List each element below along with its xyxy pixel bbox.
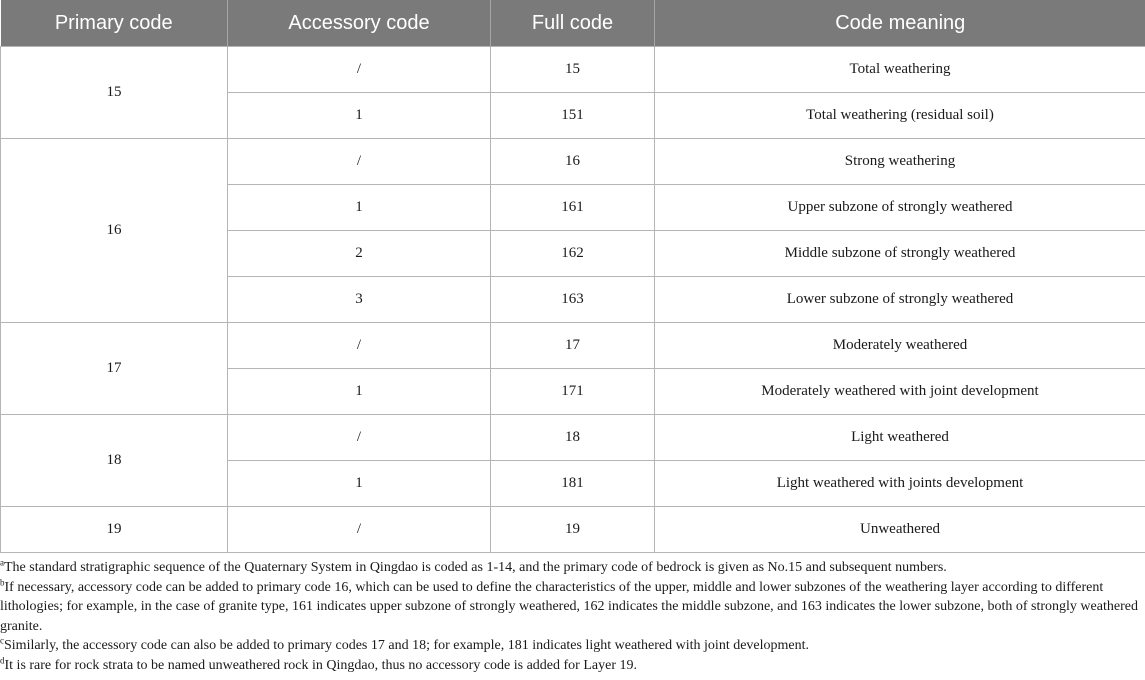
full-code-cell: 16 [491,139,655,185]
footnote-mark: a [0,557,4,568]
full-code-cell: 17 [491,323,655,369]
accessory-code-cell: / [228,507,491,553]
code-meaning-cell: Total weathering (residual soil) [655,93,1145,139]
full-code-cell: 181 [491,461,655,507]
full-code-cell: 161 [491,185,655,231]
table-row [1,323,1145,369]
table-row [1,47,1145,93]
accessory-code-cell: / [228,139,491,185]
code-meaning-cell: Lower subzone of strongly weathered [655,277,1145,323]
code-meaning-cell: Light weathered [655,415,1145,461]
accessory-code-cell: 1 [228,93,491,139]
footnote-text: The standard stratigraphic sequence of the Quaternary System in Qingdao is coded as 1-14, and the primary code of bedrock is given as No.15 and subsequent numbers. [4,560,947,575]
code-meaning-cell: Unweathered [655,507,1145,553]
footnote-mark: b [0,576,5,587]
header-primary-code: Primary code [1,0,228,47]
table-row [1,507,1145,553]
accessory-code-cell: 1 [228,185,491,231]
primary-code-cell: 17 [1,323,228,415]
code-meaning-cell: Upper subzone of strongly weathered [655,185,1145,231]
accessory-code-cell: / [228,323,491,369]
footnote [0,636,1141,656]
header-row [1,0,1145,47]
primary-code-cell: 16 [1,139,228,323]
code-meaning-cell: Middle subzone of strongly weathered [655,231,1145,277]
primary-code-cell: 15 [1,47,228,139]
full-code-cell: 18 [491,415,655,461]
code-meaning-cell: Moderately weathered with joint development [655,369,1145,415]
footnote-mark: d [0,655,5,666]
accessory-code-cell: / [228,47,491,93]
footnote-text: If necessary, accessory code can be added to primary code 16, which can be used to define the characteristics of the upper, middle and lower subzones of the weathering layer according to different lithologies; for example, in the case of granite type, 161 indicates upper subzone of strongly weathered, 162 indicates the middle subzone, and 163 indicates the lower subzone, both of strongly weathered granite. [0,579,1138,634]
footnote [0,656,1141,676]
footnote-text: It is rare for rock strata to be named unweathered rock in Qingdao, thus no accessory code is added for Layer 19. [4,657,637,673]
full-code-cell: 151 [491,93,655,139]
full-code-cell: 163 [491,277,655,323]
primary-code-cell: 18 [1,415,228,507]
primary-code-cell: 19 [1,507,228,553]
table-header [1,0,1145,47]
accessory-code-cell: 2 [228,231,491,277]
full-code-cell: 162 [491,231,655,277]
header-accessory-code: Accessory code [228,0,491,47]
code-meaning-cell: Light weathered with joints development [655,461,1145,507]
full-code-cell: 19 [491,507,655,553]
accessory-code-cell: / [228,415,491,461]
accessory-code-cell: 1 [228,461,491,507]
footnote-mark: c [0,635,4,646]
table-body [1,47,1145,553]
table-row [1,415,1145,461]
table-footnotes [0,558,1141,676]
accessory-code-cell: 3 [228,277,491,323]
code-meaning-cell: Moderately weathered [655,323,1145,369]
full-code-cell: 171 [491,369,655,415]
footnote-text: Similarly, the accessory code can also be added to primary codes 17 and 18; for example, 181 indicates light weathered with joint development. [4,638,810,654]
code-meaning-cell: Total weathering [655,47,1145,93]
full-code-cell: 15 [491,47,655,93]
footnote [0,578,1141,637]
accessory-code-cell: 1 [228,369,491,415]
code-meaning-cell: Strong weathering [655,139,1145,185]
header-code-meaning: Code meaning [655,0,1145,47]
table-row [1,139,1145,185]
footnote [0,558,1141,578]
header-full-code: Full code [491,0,655,47]
